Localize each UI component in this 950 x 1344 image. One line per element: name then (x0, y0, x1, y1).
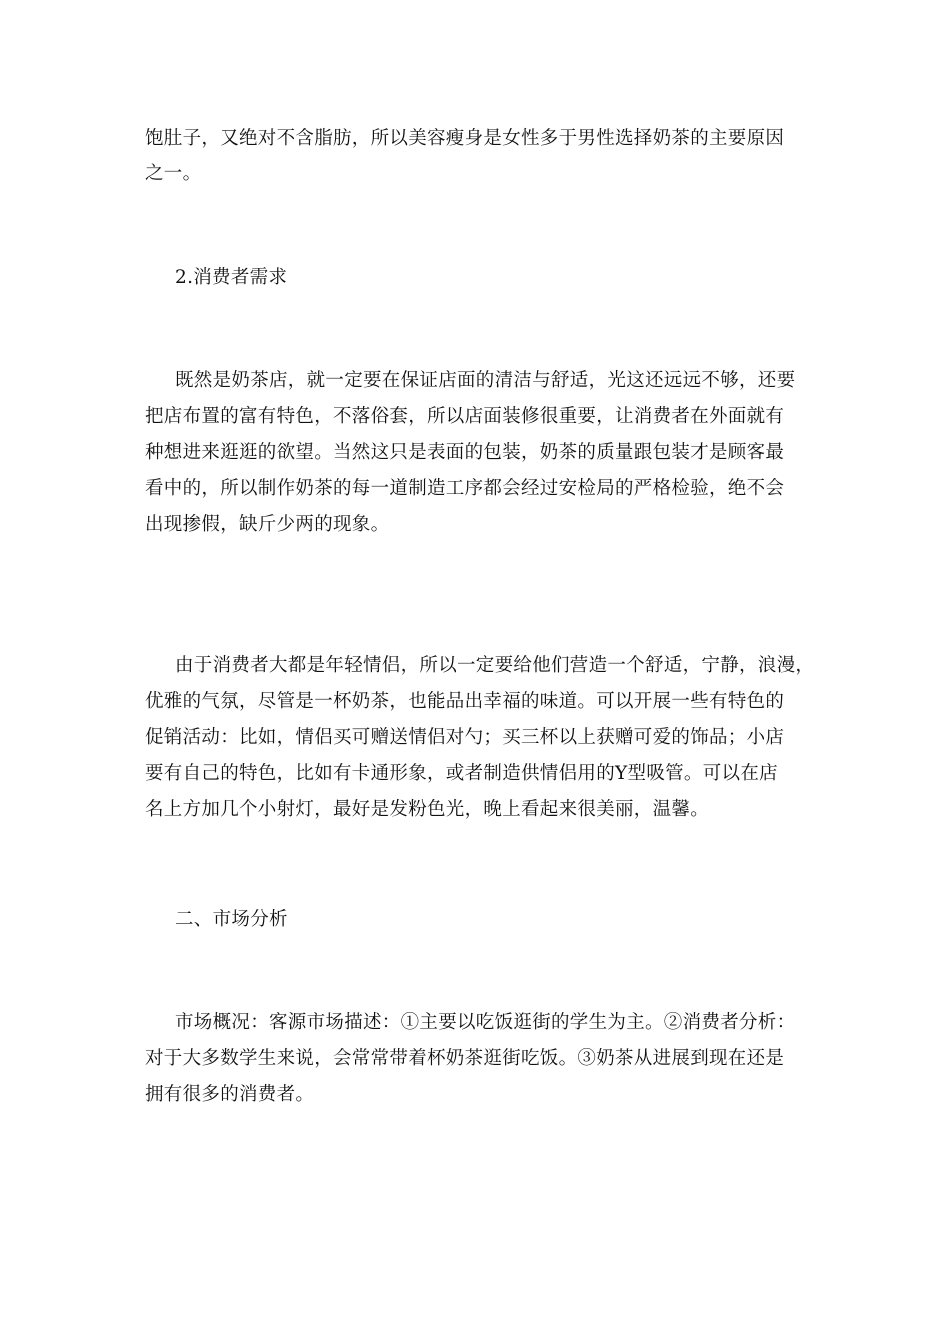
paragraph-2-line-4: 看中的，所以制作奶茶的每一道制造工序都会经过安检局的严格检验，绝不会 (145, 478, 785, 499)
paragraph-3-line-3: 促销活动：比如，情侣买可赠送情侣对勺；买三杯以上获赠可爱的饰品；小店 (145, 727, 785, 748)
paragraph-3-line-4: 要有自己的特色，比如有卡通形象，或者制造供情侣用的Y型吸管。可以在店 (145, 763, 778, 784)
paragraph-4-line-1: 市场概况：客源市场描述：①主要以吃饭逛街的学生为主。②消费者分析： (175, 1012, 796, 1033)
paragraph-2-line-2: 把店布置的富有特色，不落俗套，所以店面装修很重要，让消费者在外面就有 (145, 406, 785, 427)
paragraph-1-line-2: 之一。 (145, 163, 202, 184)
paragraph-3-line-2: 优雅的气氛，尽管是一杯奶茶，也能品出幸福的味道。可以开展一些有特色的 (145, 691, 785, 712)
paragraph-4-line-2: 对于大多数学生来说，会常常带着杯奶茶逛街吃饭。③奶茶从进展到现在还是 (145, 1048, 785, 1069)
paragraph-1-line-1: 饱肚子，又绝对不含脂肪，所以美容瘦身是女性多于男性选择奶茶的主要原因 (145, 128, 785, 149)
heading-consumer-needs: 2.消费者需求 (175, 267, 288, 288)
paragraph-2-line-3: 种想进来逛逛的欲望。当然这只是表面的包装，奶茶的质量跟包装才是顾客最 (145, 442, 785, 463)
paragraph-3-line-1: 由于消费者大都是年轻情侣，所以一定要给他们营造一个舒适，宁静，浪漫， (175, 655, 815, 676)
paragraph-2-line-1: 既然是奶茶店，就一定要在保证店面的清洁与舒适，光这还远远不够，还要 (175, 370, 796, 391)
paragraph-3-line-5: 名上方加几个小射灯，最好是发粉色光，晚上看起来很美丽，温馨。 (145, 799, 710, 820)
heading-market-analysis: 二、市场分析 (175, 909, 288, 930)
paragraph-4-line-3: 拥有很多的消费者。 (145, 1084, 315, 1105)
paragraph-2-line-5: 出现掺假，缺斤少两的现象。 (145, 514, 390, 535)
